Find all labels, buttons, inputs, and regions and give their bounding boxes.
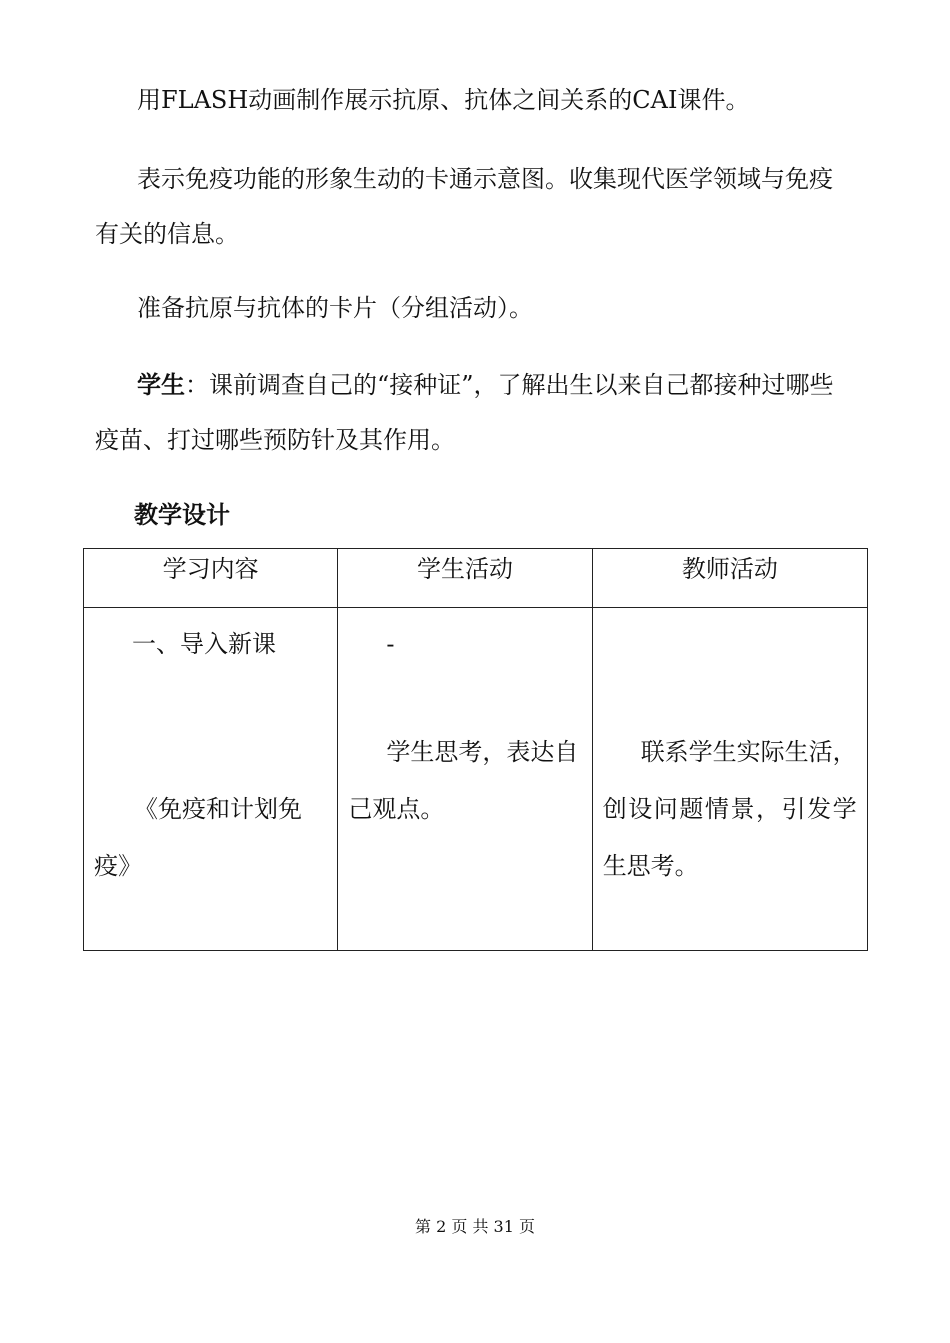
student-prep-text: ：课前调查自己的“接种证”，了解出生以来自己都接种过哪些疫苗、打过哪些预防针及其作用。: [95, 371, 834, 454]
content-heading: 一、导入新课: [132, 630, 276, 658]
teacher-activity-text: 联系学生实际生活，创设问题情景，引发学生思考。: [602, 738, 857, 880]
table-row: [84, 608, 868, 951]
table-header-row: [84, 549, 868, 608]
paragraph-student-prep: [95, 358, 855, 468]
section-title: 教学设计: [134, 501, 230, 529]
content-text: 《免疫和计划免疫》: [94, 795, 302, 880]
cell-student-activity: [338, 608, 592, 951]
student-label: 学生: [137, 371, 185, 399]
paragraph-cards: 准备抗原与抗体的卡片（分组活动）。: [137, 294, 533, 322]
paragraph-cartoon-diagram: 表示免疫功能的形象生动的卡通示意图。收集现代医学领域与免疫有关的信息。: [95, 165, 833, 248]
page-footer: 第 2 页 共 31 页: [415, 1217, 535, 1236]
student-activity-text: 学生思考，表达自己观点。: [348, 738, 579, 823]
teaching-design-table: [83, 548, 868, 951]
header-student-activity: 学生活动: [338, 549, 592, 608]
student-mark: -: [386, 630, 395, 658]
header-teacher-activity: 教师活动: [592, 549, 867, 608]
paragraph-cai-courseware: 用FLASH动画制作展示抗原、抗体之间关系的CAI课件。: [137, 86, 750, 114]
header-learning-content: 学习内容: [84, 549, 338, 608]
cell-teacher-activity: [592, 608, 867, 951]
cell-learning-content: [84, 608, 338, 951]
